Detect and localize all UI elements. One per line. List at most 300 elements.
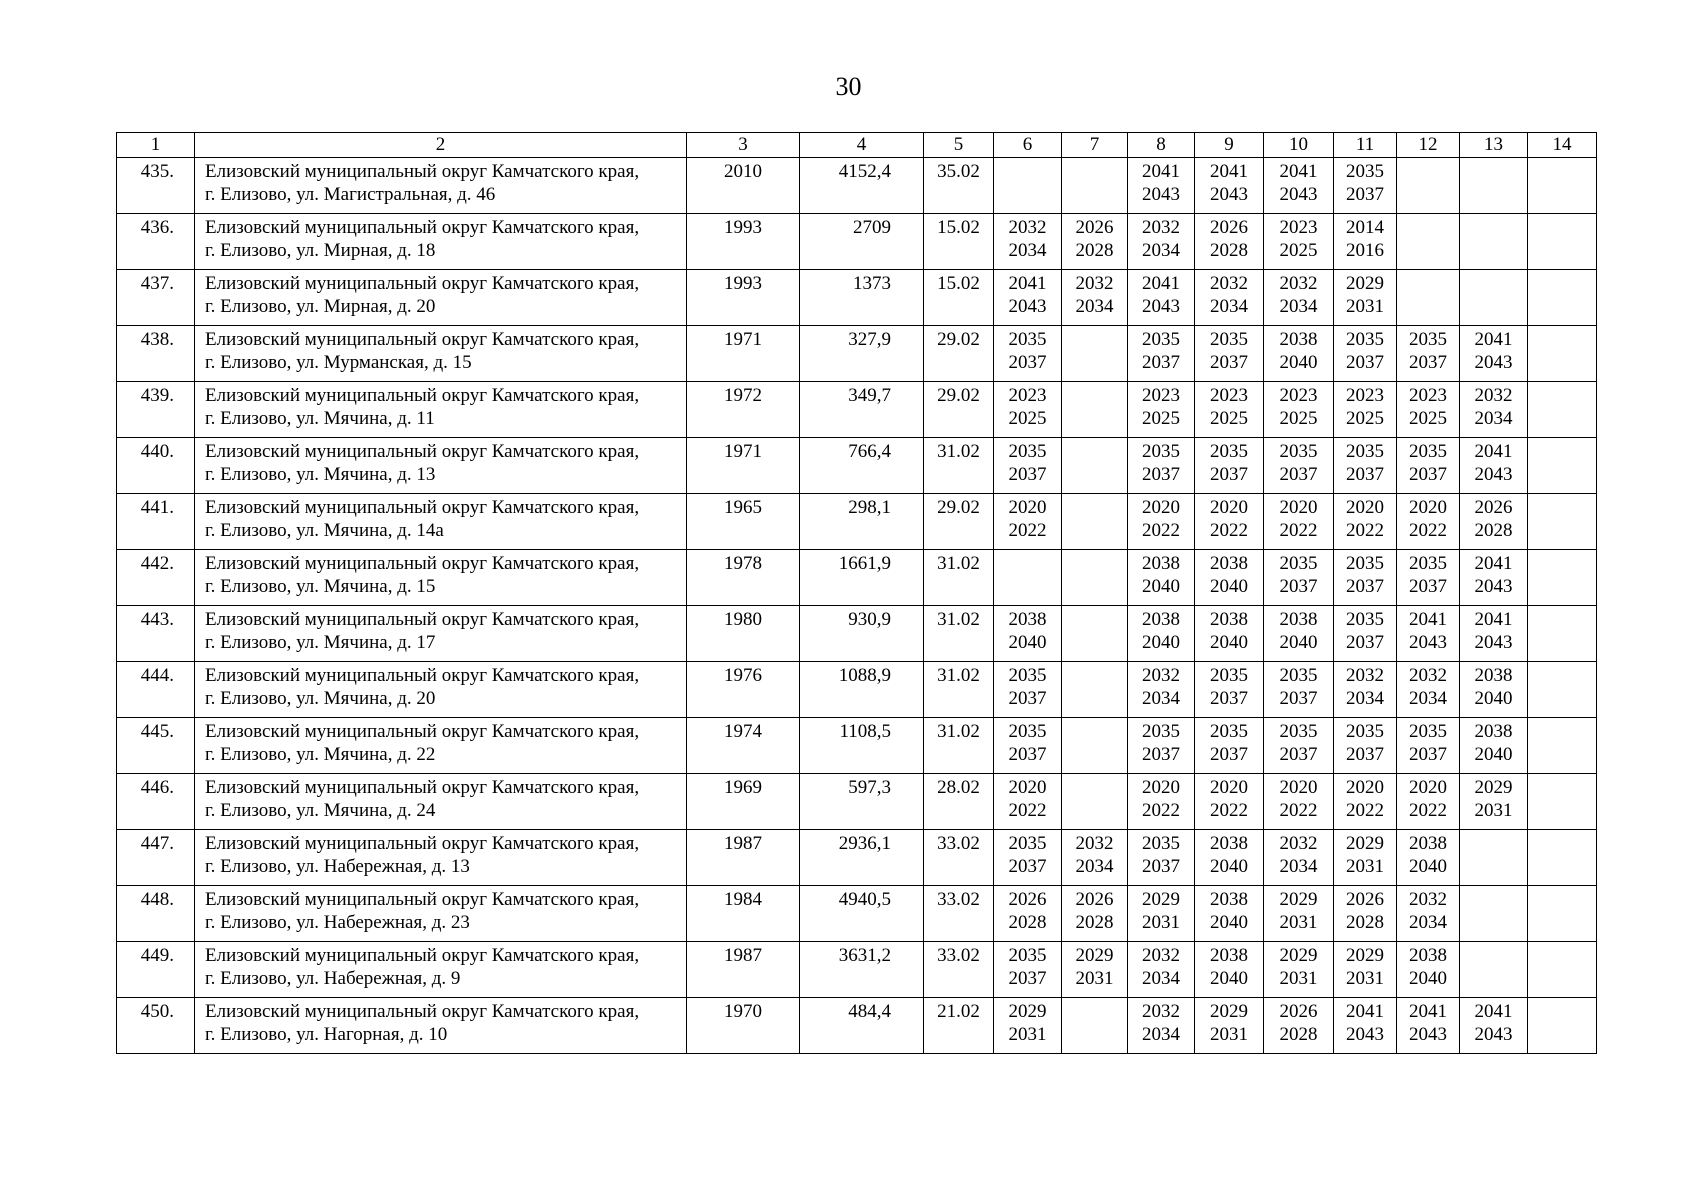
period-cell: [1128, 998, 1195, 1054]
period-cell: [1062, 998, 1128, 1054]
period-start: 2041: [1474, 329, 1513, 350]
period-cell: [994, 158, 1062, 214]
period-start: 2035: [1279, 721, 1318, 742]
period-start: 2023: [1142, 385, 1180, 406]
address-line-2: г. Елизово, ул. Мячина, д. 11: [205, 408, 435, 429]
period-cell: [1334, 606, 1397, 662]
period-start: [1532, 888, 1592, 911]
period-start: 2035: [1279, 665, 1318, 686]
period-end: 2043: [1142, 296, 1180, 317]
area-cell: 3631,2: [800, 942, 924, 998]
address-line-2: г. Елизово, ул. Нагорная, д. 10: [205, 1024, 448, 1045]
period-cell: [1397, 494, 1460, 550]
period-start: 2026: [1075, 217, 1114, 238]
period-start: [1066, 160, 1123, 183]
period-start: 2038: [1409, 833, 1447, 854]
period-start: [1532, 944, 1592, 967]
period-cell: [1062, 382, 1128, 438]
code-cell: 31.02: [924, 662, 994, 718]
period-cell: [1128, 494, 1195, 550]
table-row: [117, 830, 1597, 886]
year-built-cell: 1976: [687, 662, 800, 718]
period-end: 2037: [1409, 352, 1447, 373]
period-start: [1401, 160, 1455, 183]
column-number: 8: [1128, 133, 1195, 158]
period-start: 2038: [1474, 665, 1513, 686]
period-cell: [1528, 886, 1597, 942]
period-end: 2022: [1008, 800, 1047, 821]
period-start: 2035: [1409, 441, 1447, 462]
row-number-cell: 437.: [117, 270, 195, 326]
period-start: 2038: [1210, 553, 1248, 574]
period-cell: [1128, 886, 1195, 942]
period-end: [1464, 183, 1523, 206]
period-end: 2025: [1346, 408, 1384, 429]
period-cell: [1062, 662, 1128, 718]
period-cell: [1062, 774, 1128, 830]
period-cell: [1128, 942, 1195, 998]
period-cell: [1264, 270, 1334, 326]
period-end: 2043: [1474, 352, 1513, 373]
period-cell: [1195, 214, 1264, 270]
period-cell: [1528, 718, 1597, 774]
period-end: 2037: [1346, 352, 1384, 373]
table-row: [117, 494, 1597, 550]
area-cell: 4940,5: [800, 886, 924, 942]
address-line-1: Елизовский муниципальный округ Камчатского края,: [205, 609, 640, 630]
period-start: 2041: [1142, 273, 1180, 294]
period-end: 2034: [1142, 240, 1180, 261]
period-start: [1464, 216, 1523, 239]
period-cell: [1334, 998, 1397, 1054]
address-cell: [195, 270, 687, 326]
period-cell: [1460, 438, 1528, 494]
period-start: [1532, 552, 1592, 575]
period-start: 2032: [1279, 273, 1318, 294]
period-start: 2020: [1346, 777, 1384, 798]
period-start: [1066, 496, 1123, 519]
year-built-cell: 1987: [687, 942, 800, 998]
year-built-cell: 1970: [687, 998, 800, 1054]
period-cell: [1062, 494, 1128, 550]
period-start: [1464, 160, 1523, 183]
period-start: 2026: [1346, 889, 1384, 910]
period-end: 2043: [1346, 1024, 1384, 1045]
period-cell: [1128, 662, 1195, 718]
address-line-1: Елизовский муниципальный округ Камчатского края,: [205, 833, 640, 854]
period-cell: [994, 830, 1062, 886]
period-end: 2034: [1210, 296, 1248, 317]
period-end: 2043: [1474, 632, 1513, 653]
row-number-cell: 439.: [117, 382, 195, 438]
period-end: 2031: [1210, 1024, 1248, 1045]
address-line-1: Елизовский муниципальный округ Камчатского края,: [205, 1001, 640, 1022]
period-cell: [1460, 158, 1528, 214]
period-end: 2037: [1008, 968, 1047, 989]
row-number-cell: 449.: [117, 942, 195, 998]
address-cell: [195, 550, 687, 606]
year-built-cell: 1993: [687, 214, 800, 270]
table-row: [117, 550, 1597, 606]
period-cell: [1397, 998, 1460, 1054]
period-cell: [1460, 606, 1528, 662]
period-start: 2038: [1279, 329, 1318, 350]
period-end: 2034: [1008, 240, 1047, 261]
period-end: 2034: [1346, 688, 1384, 709]
period-cell: [1195, 158, 1264, 214]
period-end: 2016: [1346, 240, 1384, 261]
period-start: 2035: [1210, 665, 1248, 686]
period-cell: [1334, 270, 1397, 326]
period-cell: [1264, 606, 1334, 662]
row-number-cell: 447.: [117, 830, 195, 886]
address-cell: [195, 494, 687, 550]
year-built-cell: 2010: [687, 158, 800, 214]
year-built-cell: 1969: [687, 774, 800, 830]
period-cell: [1397, 662, 1460, 718]
period-cell: [1062, 718, 1128, 774]
period-start: 2035: [1409, 329, 1447, 350]
period-cell: [1062, 214, 1128, 270]
period-start: 2041: [1474, 1001, 1513, 1022]
address-line-2: г. Елизово, ул. Мурманская, д. 15: [205, 352, 472, 373]
period-end: 2028: [1008, 912, 1047, 933]
year-built-cell: 1978: [687, 550, 800, 606]
period-end: 2022: [1142, 800, 1180, 821]
period-start: [1066, 664, 1123, 687]
row-number-cell: 448.: [117, 886, 195, 942]
row-number-cell: 436.: [117, 214, 195, 270]
period-cell: [994, 942, 1062, 998]
code-cell: 29.02: [924, 326, 994, 382]
address-cell: [195, 662, 687, 718]
period-cell: [1062, 830, 1128, 886]
period-end: 2037: [1142, 464, 1180, 485]
period-cell: [1334, 774, 1397, 830]
period-start: [1532, 832, 1592, 855]
address-cell: [195, 718, 687, 774]
period-cell: [1195, 326, 1264, 382]
period-cell: [1264, 830, 1334, 886]
period-start: 2023: [1346, 385, 1384, 406]
period-end: 2043: [1474, 464, 1513, 485]
row-number-cell: 438.: [117, 326, 195, 382]
period-cell: [1334, 550, 1397, 606]
code-cell: 29.02: [924, 494, 994, 550]
period-cell: [1397, 158, 1460, 214]
period-end: [1532, 687, 1592, 710]
period-end: 2028: [1279, 1024, 1318, 1045]
period-cell: [994, 326, 1062, 382]
period-cell: [1195, 774, 1264, 830]
address-cell: [195, 382, 687, 438]
period-end: 2037: [1210, 464, 1248, 485]
code-cell: 33.02: [924, 942, 994, 998]
period-end: [1532, 855, 1592, 878]
period-cell: [1195, 494, 1264, 550]
address-line-1: Елизовский муниципальный округ Камчатского края,: [205, 945, 640, 966]
period-end: 2022: [1279, 520, 1318, 541]
period-start: 2038: [1279, 609, 1318, 630]
address-line-1: Елизовский муниципальный округ Камчатского края,: [205, 329, 640, 350]
code-cell: 31.02: [924, 718, 994, 774]
column-number: 2: [195, 133, 687, 158]
period-end: 2043: [1142, 184, 1180, 205]
period-cell: [1334, 662, 1397, 718]
period-cell: [994, 214, 1062, 270]
address-line-2: г. Елизово, ул. Мирная, д. 18: [205, 240, 436, 261]
period-cell: [1264, 942, 1334, 998]
period-end: 2034: [1142, 968, 1180, 989]
period-end: [998, 183, 1057, 206]
period-end: 2022: [1346, 800, 1384, 821]
row-number-cell: 444.: [117, 662, 195, 718]
period-end: 2034: [1075, 296, 1114, 317]
table-body: [117, 133, 1597, 1054]
period-start: 2020: [1279, 777, 1318, 798]
period-start: [1464, 944, 1523, 967]
period-cell: [1195, 438, 1264, 494]
period-start: 2035: [1142, 833, 1180, 854]
period-end: 2034: [1142, 1024, 1180, 1045]
period-end: [1532, 407, 1592, 430]
period-cell: [1460, 270, 1528, 326]
period-cell: [1528, 382, 1597, 438]
period-cell: [1460, 494, 1528, 550]
code-cell: 21.02: [924, 998, 994, 1054]
period-start: 2026: [1279, 1001, 1318, 1022]
period-cell: [1195, 606, 1264, 662]
address-line-1: Елизовский муниципальный округ Камчатского края,: [205, 273, 640, 294]
period-start: [1464, 888, 1523, 911]
row-number-cell: 442.: [117, 550, 195, 606]
column-number: 6: [994, 133, 1062, 158]
column-number: 7: [1062, 133, 1128, 158]
period-end: 2037: [1279, 688, 1318, 709]
period-start: 2035: [1346, 553, 1384, 574]
column-number: 3: [687, 133, 800, 158]
row-number-cell: 443.: [117, 606, 195, 662]
period-end: [1464, 911, 1523, 934]
period-end: 2040: [1409, 968, 1447, 989]
period-cell: [1528, 270, 1597, 326]
period-cell: [1128, 214, 1195, 270]
page-number: 30: [835, 72, 862, 101]
period-end: 2037: [1279, 464, 1318, 485]
row-number-cell: 445.: [117, 718, 195, 774]
period-cell: [1528, 774, 1597, 830]
period-start: 2041: [1409, 609, 1447, 630]
column-number: 5: [924, 133, 994, 158]
period-cell: [1128, 438, 1195, 494]
period-cell: [1528, 550, 1597, 606]
code-cell: 31.02: [924, 550, 994, 606]
period-start: 2014: [1346, 217, 1384, 238]
address-line-1: Елизовский муниципальный округ Камчатского края,: [205, 441, 640, 462]
area-cell: 766,4: [800, 438, 924, 494]
period-end: [1532, 911, 1592, 934]
period-end: 2037: [1346, 184, 1384, 205]
period-start: 2020: [1008, 497, 1047, 518]
period-start: 2032: [1075, 273, 1114, 294]
area-cell: 327,9: [800, 326, 924, 382]
column-number: 10: [1264, 133, 1334, 158]
period-cell: [994, 270, 1062, 326]
period-start: 2029: [1142, 889, 1180, 910]
period-cell: [1334, 494, 1397, 550]
period-end: 2034: [1279, 856, 1318, 877]
period-start: 2035: [1210, 721, 1248, 742]
period-cell: [1397, 830, 1460, 886]
period-end: 2040: [1008, 632, 1047, 653]
period-cell: [1334, 158, 1397, 214]
period-cell: [1397, 270, 1460, 326]
period-end: 2040: [1474, 744, 1513, 765]
period-end: [1532, 799, 1592, 822]
period-cell: [1264, 718, 1334, 774]
period-start: 2020: [1142, 497, 1180, 518]
period-start: [1532, 384, 1592, 407]
period-end: [1532, 631, 1592, 654]
column-number-row: [117, 133, 1597, 158]
period-start: [1066, 552, 1123, 575]
period-start: 2032: [1075, 833, 1114, 854]
address-line-2: г. Елизово, ул. Мячина, д. 17: [205, 632, 436, 653]
period-end: [1532, 575, 1592, 598]
period-start: 2035: [1008, 441, 1047, 462]
period-end: 2037: [1210, 744, 1248, 765]
period-end: [1066, 351, 1123, 374]
period-end: 2022: [1142, 520, 1180, 541]
period-end: 2034: [1409, 912, 1447, 933]
period-start: 2041: [1008, 273, 1047, 294]
period-cell: [1460, 382, 1528, 438]
period-cell: [1334, 942, 1397, 998]
row-number-cell: 450.: [117, 998, 195, 1054]
period-end: [1532, 519, 1592, 542]
code-cell: 28.02: [924, 774, 994, 830]
period-cell: [1062, 550, 1128, 606]
period-cell: [1460, 326, 1528, 382]
period-end: 2037: [1142, 744, 1180, 765]
period-end: 2028: [1075, 240, 1114, 261]
period-start: 2032: [1142, 1001, 1180, 1022]
period-end: [1532, 743, 1592, 766]
period-cell: [1528, 606, 1597, 662]
period-cell: [1397, 214, 1460, 270]
period-end: 2037: [1210, 688, 1248, 709]
period-end: 2022: [1210, 520, 1248, 541]
period-start: 2038: [1474, 721, 1513, 742]
period-start: 2020: [1279, 497, 1318, 518]
period-end: [998, 575, 1057, 598]
row-number-cell: 440.: [117, 438, 195, 494]
period-cell: [1264, 214, 1334, 270]
period-end: 2037: [1279, 744, 1318, 765]
period-start: 2029: [1279, 945, 1318, 966]
period-start: 2029: [1346, 945, 1384, 966]
address-cell: [195, 942, 687, 998]
period-end: 2025: [1142, 408, 1180, 429]
period-cell: [1062, 942, 1128, 998]
period-end: [1532, 295, 1592, 318]
table-row: [117, 158, 1597, 214]
period-end: 2022: [1008, 520, 1047, 541]
period-end: 2037: [1346, 744, 1384, 765]
period-start: 2029: [1075, 945, 1114, 966]
period-end: [1464, 855, 1523, 878]
period-end: [1464, 239, 1523, 262]
period-end: 2031: [1008, 1024, 1047, 1045]
column-number: 4: [800, 133, 924, 158]
period-end: 2037: [1409, 464, 1447, 485]
period-start: 2032: [1210, 273, 1248, 294]
period-end: 2037: [1279, 576, 1318, 597]
column-number: 14: [1528, 133, 1597, 158]
period-cell: [994, 606, 1062, 662]
area-cell: 4152,4: [800, 158, 924, 214]
period-start: 2023: [1210, 385, 1248, 406]
period-end: 2040: [1210, 856, 1248, 877]
period-start: 2038: [1210, 889, 1248, 910]
period-start: 2035: [1279, 553, 1318, 574]
period-start: 2026: [1075, 889, 1114, 910]
period-start: 2029: [1279, 889, 1318, 910]
address-line-1: Елизовский муниципальный округ Камчатского края,: [205, 497, 640, 518]
year-built-cell: 1971: [687, 326, 800, 382]
period-start: 2038: [1142, 553, 1180, 574]
period-cell: [994, 382, 1062, 438]
period-cell: [1264, 326, 1334, 382]
period-end: 2028: [1474, 520, 1513, 541]
period-start: 2020: [1142, 777, 1180, 798]
table-row: [117, 438, 1597, 494]
period-start: [1532, 216, 1592, 239]
period-start: 2020: [1210, 497, 1248, 518]
period-start: 2032: [1474, 385, 1513, 406]
period-cell: [1460, 662, 1528, 718]
column-number: 9: [1195, 133, 1264, 158]
period-end: 2037: [1008, 744, 1047, 765]
year-built-cell: 1984: [687, 886, 800, 942]
table-row: [117, 942, 1597, 998]
area-cell: 1661,9: [800, 550, 924, 606]
period-end: [1066, 519, 1123, 542]
period-start: [1401, 216, 1455, 239]
period-end: 2022: [1409, 800, 1447, 821]
period-cell: [1528, 942, 1597, 998]
period-end: 2031: [1346, 968, 1384, 989]
address-line-2: г. Елизово, ул. Мячина, д. 14а: [205, 520, 444, 541]
period-cell: [1195, 270, 1264, 326]
period-start: 2026: [1008, 889, 1047, 910]
period-start: [1532, 720, 1592, 743]
period-start: 2032: [1409, 889, 1447, 910]
period-start: 2038: [1210, 833, 1248, 854]
column-number: 12: [1397, 133, 1460, 158]
period-end: 2022: [1346, 520, 1384, 541]
period-end: 2040: [1409, 856, 1447, 877]
area-cell: 1088,9: [800, 662, 924, 718]
period-start: 2023: [1279, 385, 1318, 406]
column-number: 1: [117, 133, 195, 158]
period-end: [1532, 351, 1592, 374]
year-built-cell: 1971: [687, 438, 800, 494]
period-end: 2031: [1279, 912, 1318, 933]
period-end: [1532, 967, 1592, 990]
period-cell: [994, 998, 1062, 1054]
period-end: [1532, 1023, 1592, 1046]
